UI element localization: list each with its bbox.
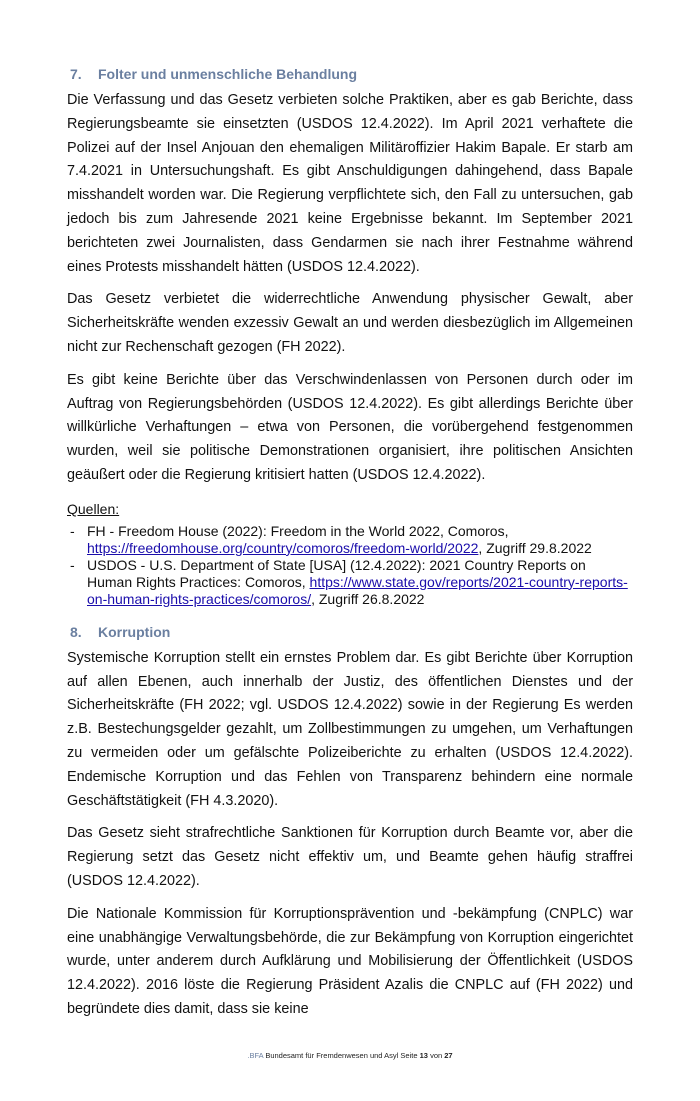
source-item: - USDOS - U.S. Department of State [USA] (12.4.2022): 2021 Country Reports on Human Rights Practices: Comoros, https://www.state.gov/reports/2021-country-reports-on-human-rights-practices/comoros/, Zugriff 26.8.2022 <box>67 557 633 608</box>
section-8-heading: 8. Korruption <box>70 623 171 640</box>
page-number: 13 <box>419 1050 428 1060</box>
paragraph: Das Gesetz verbietet die widerrechtliche Anwendung physischer Gewalt, aber Sicherheitskräfte wenden exzessiv Gewalt an und werden diesbezüglich im Allgemeinen nicht zur Rechenschaft gezogen (FH 2022). <box>67 291 633 355</box>
spacer <box>67 1031 633 1051</box>
sources-label: Quellen: <box>67 500 120 517</box>
paragraph: Das Gesetz sieht strafrechtliche Sanktionen für Korruption durch Beamte vor, aber die Regierung setzt das Gesetz nicht effektiv um, und Beamte gehen häufig straffrei (USDOS 12.4.2022). <box>67 825 633 889</box>
source-item: - FH - Freedom House (2022): Freedom in the World 2022, Comoros, https://freedomhouse.org/country/comoros/freedom-world/2022, Zugriff 29.8.2022 <box>67 523 633 557</box>
bfa-logo: .BFA <box>247 1050 264 1060</box>
sources-list <box>67 523 633 608</box>
page-total: 27 <box>444 1050 453 1060</box>
source-link[interactable]: https://freedomhouse.org/country/comoros/freedom-world/2022 <box>87 539 479 556</box>
paragraph: Es gibt keine Berichte über das Verschwindenlassen von Personen durch oder im Auftrag von Regierungsbehörden (USDOS 12.4.2022). Es gibt allerdings Berichte über willkürliche Verhaftungen – etwa von Personen, die vorübergehend festgenommen wurden, weil sie politische Demonstrationen organisiert, ihre politischen Ansichten geäußert oder die Regierung kritisiert hatten (USDOS 12.4.2022). <box>67 371 633 483</box>
paragraph: Systemische Korruption stellt ein ernstes Problem dar. Es gibt Berichte über Korruption auf allen Ebenen, auch innerhalb der Justiz, des öffentlichen Dienstes und der Sicherheitskräfte (FH 2022; vgl. USDOS 12.4.2022) sowie in der Regierung Es werden z.B. Bestechungsgelder gezahlt, um Zollbestimmungen zu umgehen, um Verhaftungen zu vermeiden oder um gefälschte Polizeiberichte zu erhalten (USDOS 12.4.2022). Endemische Korruption und das Fehlen von Transparenz behindern eine normale Geschäftstätigkeit (FH 4.3.2020). <box>67 649 633 809</box>
page-footer: .BFA Bundesamt für Fremdenwesen und Asyl Seite 13 von 27 <box>247 1050 453 1060</box>
section-7-heading: 7. Folter und unmenschliche Behandlung <box>70 66 358 82</box>
paragraph: Die Verfassung und das Gesetz verbieten solche Praktiken, aber es gab Berichte, dass Regierungsbeamte sie einsetzten (USDOS 12.4.2022). Im April 2021 verhaftete die Polizei auf der Insel Anjouan den ehemaligen Militäroffizier Hakim Bapale. Er starb am 7.4.2021 in Untersuchungshaft. Es gibt Anschuldigungen dahingehend, dass Bapale misshandelt worden war. Die Regierung verpflichtete sich, den Fall zu untersuchen, gab jedoch bis zum Jahresende 2021 keine Ergebnisse bekannt. Im September 2021 berichteten zwei Journalisten, dass Gendarmen sie nach ihrer Festnahme während eines Protests misshandelt hätten (USDOS 12.4.2022). <box>67 92 633 275</box>
paragraph: Die Nationale Kommission für Korruptionsprävention und -bekämpfung (CNPLC) war eine unabhängige Verwaltungsbehörde, die zur Bekämpfung von Korruption eingerichtet wurde, unter anderem durch Aufklärung und Mobilisierung der Öffentlichkeit (USDOS 12.4.2022). 2016 löste die Regierung Präsident Azalis die CNPLC auf (FH 2022) und begründete dies damit, dass sie keine <box>67 905 633 1017</box>
source-link[interactable]: https://www.state.gov/reports/2021-country-reports-on-human-rights-practices/comoros/ <box>87 573 628 607</box>
